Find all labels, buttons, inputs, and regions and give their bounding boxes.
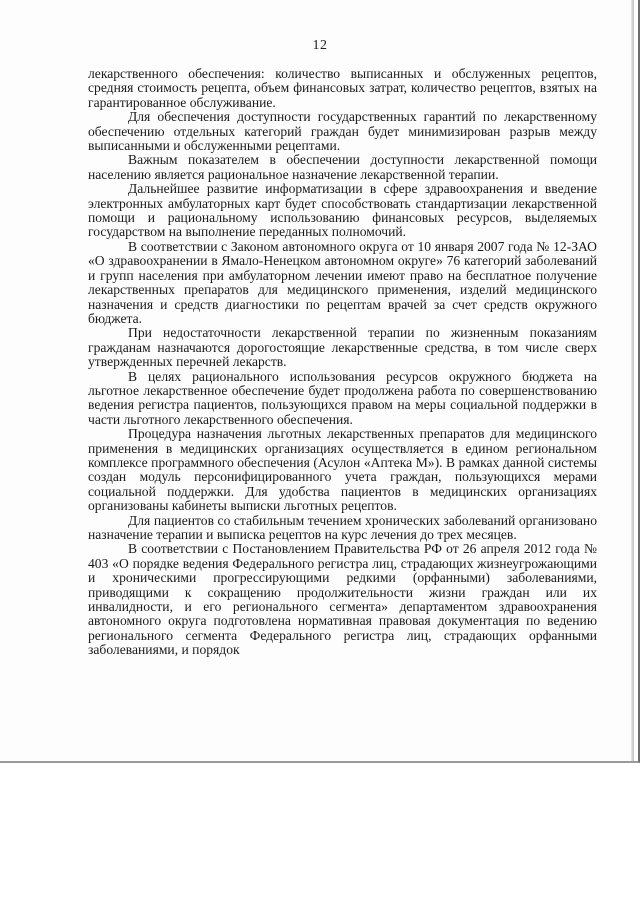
- paragraph-2: Для обеспечения доступности государственных гарантий по лекарственному обеспечению отдельных категорий граждан будет минимизирован разрыв между выписанными и обслуженными рецептами.: [88, 109, 597, 154]
- paragraph-6: При недостаточности лекарственной терапии по жизненным показаниям гражданам назначаются дорогостоящие лекарственные средства, в том числе сверх утвержденных перечней лекарств.: [88, 325, 597, 370]
- paragraph-9: Для пациентов со стабильным течением хронических заболеваний организовано назначение терапии и выписка рецептов на курс лечения до трех месяцев.: [88, 512, 597, 542]
- paragraph-3: Важным показателем в обеспечении доступности лекарственной помощи населению является рациональное назначение лекарственной терапии.: [88, 152, 597, 182]
- paragraph-4: Дальнейшее развитие информатизации в сфере здравоохранения и введение электронных амбулаторных карт будет способствовать стандартизации лекарственной помощи и рациональному использованию финансовых ресурсов, выделяемых государством на выполнение переданных полномочий.: [88, 181, 597, 240]
- paragraph-5: В соответствии с Законом автономного округа от 10 января 2007 года № 12-ЗАО «О здравоохранении в Ямало-Ненецком автономном округе» 76 категорий заболеваний и групп населения при амбулаторном лечении имеют право на бесплатное получение лекарственных препаратов для медицинского применения, изделий медицинского назначения и средств диагностики по рецептам врачей за счет средств окружного бюджета.: [88, 238, 597, 326]
- paragraph-1: лекарственного обеспечения: количество выписанных и обслуженных рецептов, средняя стоимость рецепта, объем финансовых затрат, количество рецептов, взятых на гарантированное обслуживание.: [88, 66, 597, 110]
- page-number: 12: [312, 38, 328, 53]
- paragraph-8: Процедура назначения льготных лекарственных препаратов для медицинского применения в медицинских организациях осуществляется в едином региональном комплексе программного обеспечения (Асулон «Аптека М»). В рамках данной системы создан модуль персонифицированного учета граждан, пользующихся мерами социальной поддержки. Для удобства пациентов в медицинских организациях организованы кабинеты выписки льготных рецептов.: [88, 426, 597, 514]
- paragraph-7: В целях рационального использования ресурсов окружного бюджета на льготное лекарственное обеспечение будет продолжена работа по совершенствованию ведения регистра пациентов, пользующихся правом на меры социальной поддержки в части льготного лекарственного обеспечения.: [88, 368, 597, 427]
- paragraph-10: В соответствии с Постановлением Правительства РФ от 26 апреля 2012 года № 403 «О порядке ведения Федерального регистра лиц, страдающих жизнеугрожающими и хроническими прогрессирующими редкими (орфанными) заболеваниями, приводящими к сокращению продолжительности жизни граждан или их инвалидности, и его регионального сегмента» департаментом здравоохранения автономного округа подготовлена нормативная правовая документация по ведению регионального сегмента Федерального регистра лиц, страдающих орфанными заболеваниями, и порядок: [88, 541, 597, 658]
- blank-area: [0, 763, 640, 905]
- document-body: [88, 67, 597, 658]
